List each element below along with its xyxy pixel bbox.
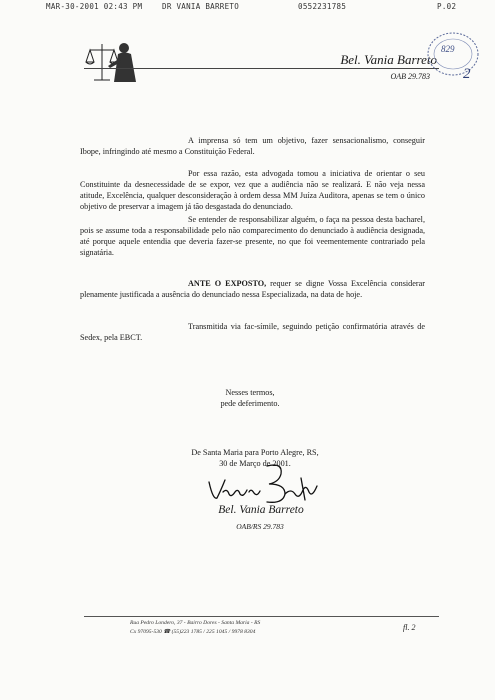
header-rule [84,68,439,69]
fax-page-number: P.02 [437,2,457,11]
paragraph-responsibility: Se entender de responsabilizar alguém, o faça na pessoa desta bacharel, pois se assume toda a responsabilidade pelo não comparecimento do denunciado à audiência designada, até porque aquele entendia que deveria fazer-se presente, no que foi veementemente contrariado pela signatária. [80,215,425,257]
fax-transmission-header [0,2,495,14]
request-text: requer se digne Vossa Excelência considerar plenamente justificada a ausência do denunciado nessa Especializada, na data de hoje. [80,279,425,299]
page-folio: fl. 2 [403,623,416,632]
closing-line-1: Nesses termos, [225,388,275,397]
letterhead-oab: OAB 29.783 [390,72,430,81]
signature-name: Bel. Vania Barreto [218,504,304,516]
justice-scale-logo-icon [84,36,140,88]
fax-date: MAR-30-2001 02:43 PM [46,2,143,11]
paragraph-reason: Por essa razão, esta advogada tomou a iniciativa de orientar o seu Constituinte da desnecessidade de se expor, vez que a audiência não se realizará. E não veja nessa atitude, Excelência, qualquer desconsideração à ordem dessa MM Juíza Auditora, apenas se tem o único objetivo de preservar a imagem já tão desgastada do denunciado. [80,169,425,211]
paragraph-transmission: Transmitida via fac-símile, seguindo petição confirmatória através de Sedex, pela EBCT. [80,322,425,342]
place-line: De Santa Maria para Porto Alegre, RS, [191,448,319,457]
fax-sender: DR VANIA BARRETO [162,2,240,11]
paragraph-request [80,278,425,300]
paragraph-press: A imprensa só tem um objetivo, fazer sensacionalismo, conseguir Ibope, infringindo até mesmo a Constituição Federal. [80,136,425,156]
footer-rule [84,616,439,617]
fax-number: 0552231785 [298,2,347,11]
protocol-stamp [425,30,485,92]
footer-address: Rua Pedro Londero, 37 - Bairro Dores - Santa Maria - RS [130,620,261,626]
letterhead-name: Bel. Vania Barreto [340,52,437,67]
request-lead: ANTE O EXPOSTO, [188,279,267,288]
footer-contact: Cx 97095-530 ☎ (55)223 1785 / 225 1045 / 9978 8304 [130,629,256,635]
stamp-number: 829 [441,44,455,54]
stamp-folio: 2 [463,66,471,82]
closing-formula [215,387,285,409]
date-line: 30 de Março de 2001. [219,459,291,468]
signature-oab: OAB/RS 29.783 [236,522,284,531]
closing-line-2: pede deferimento. [220,399,280,408]
